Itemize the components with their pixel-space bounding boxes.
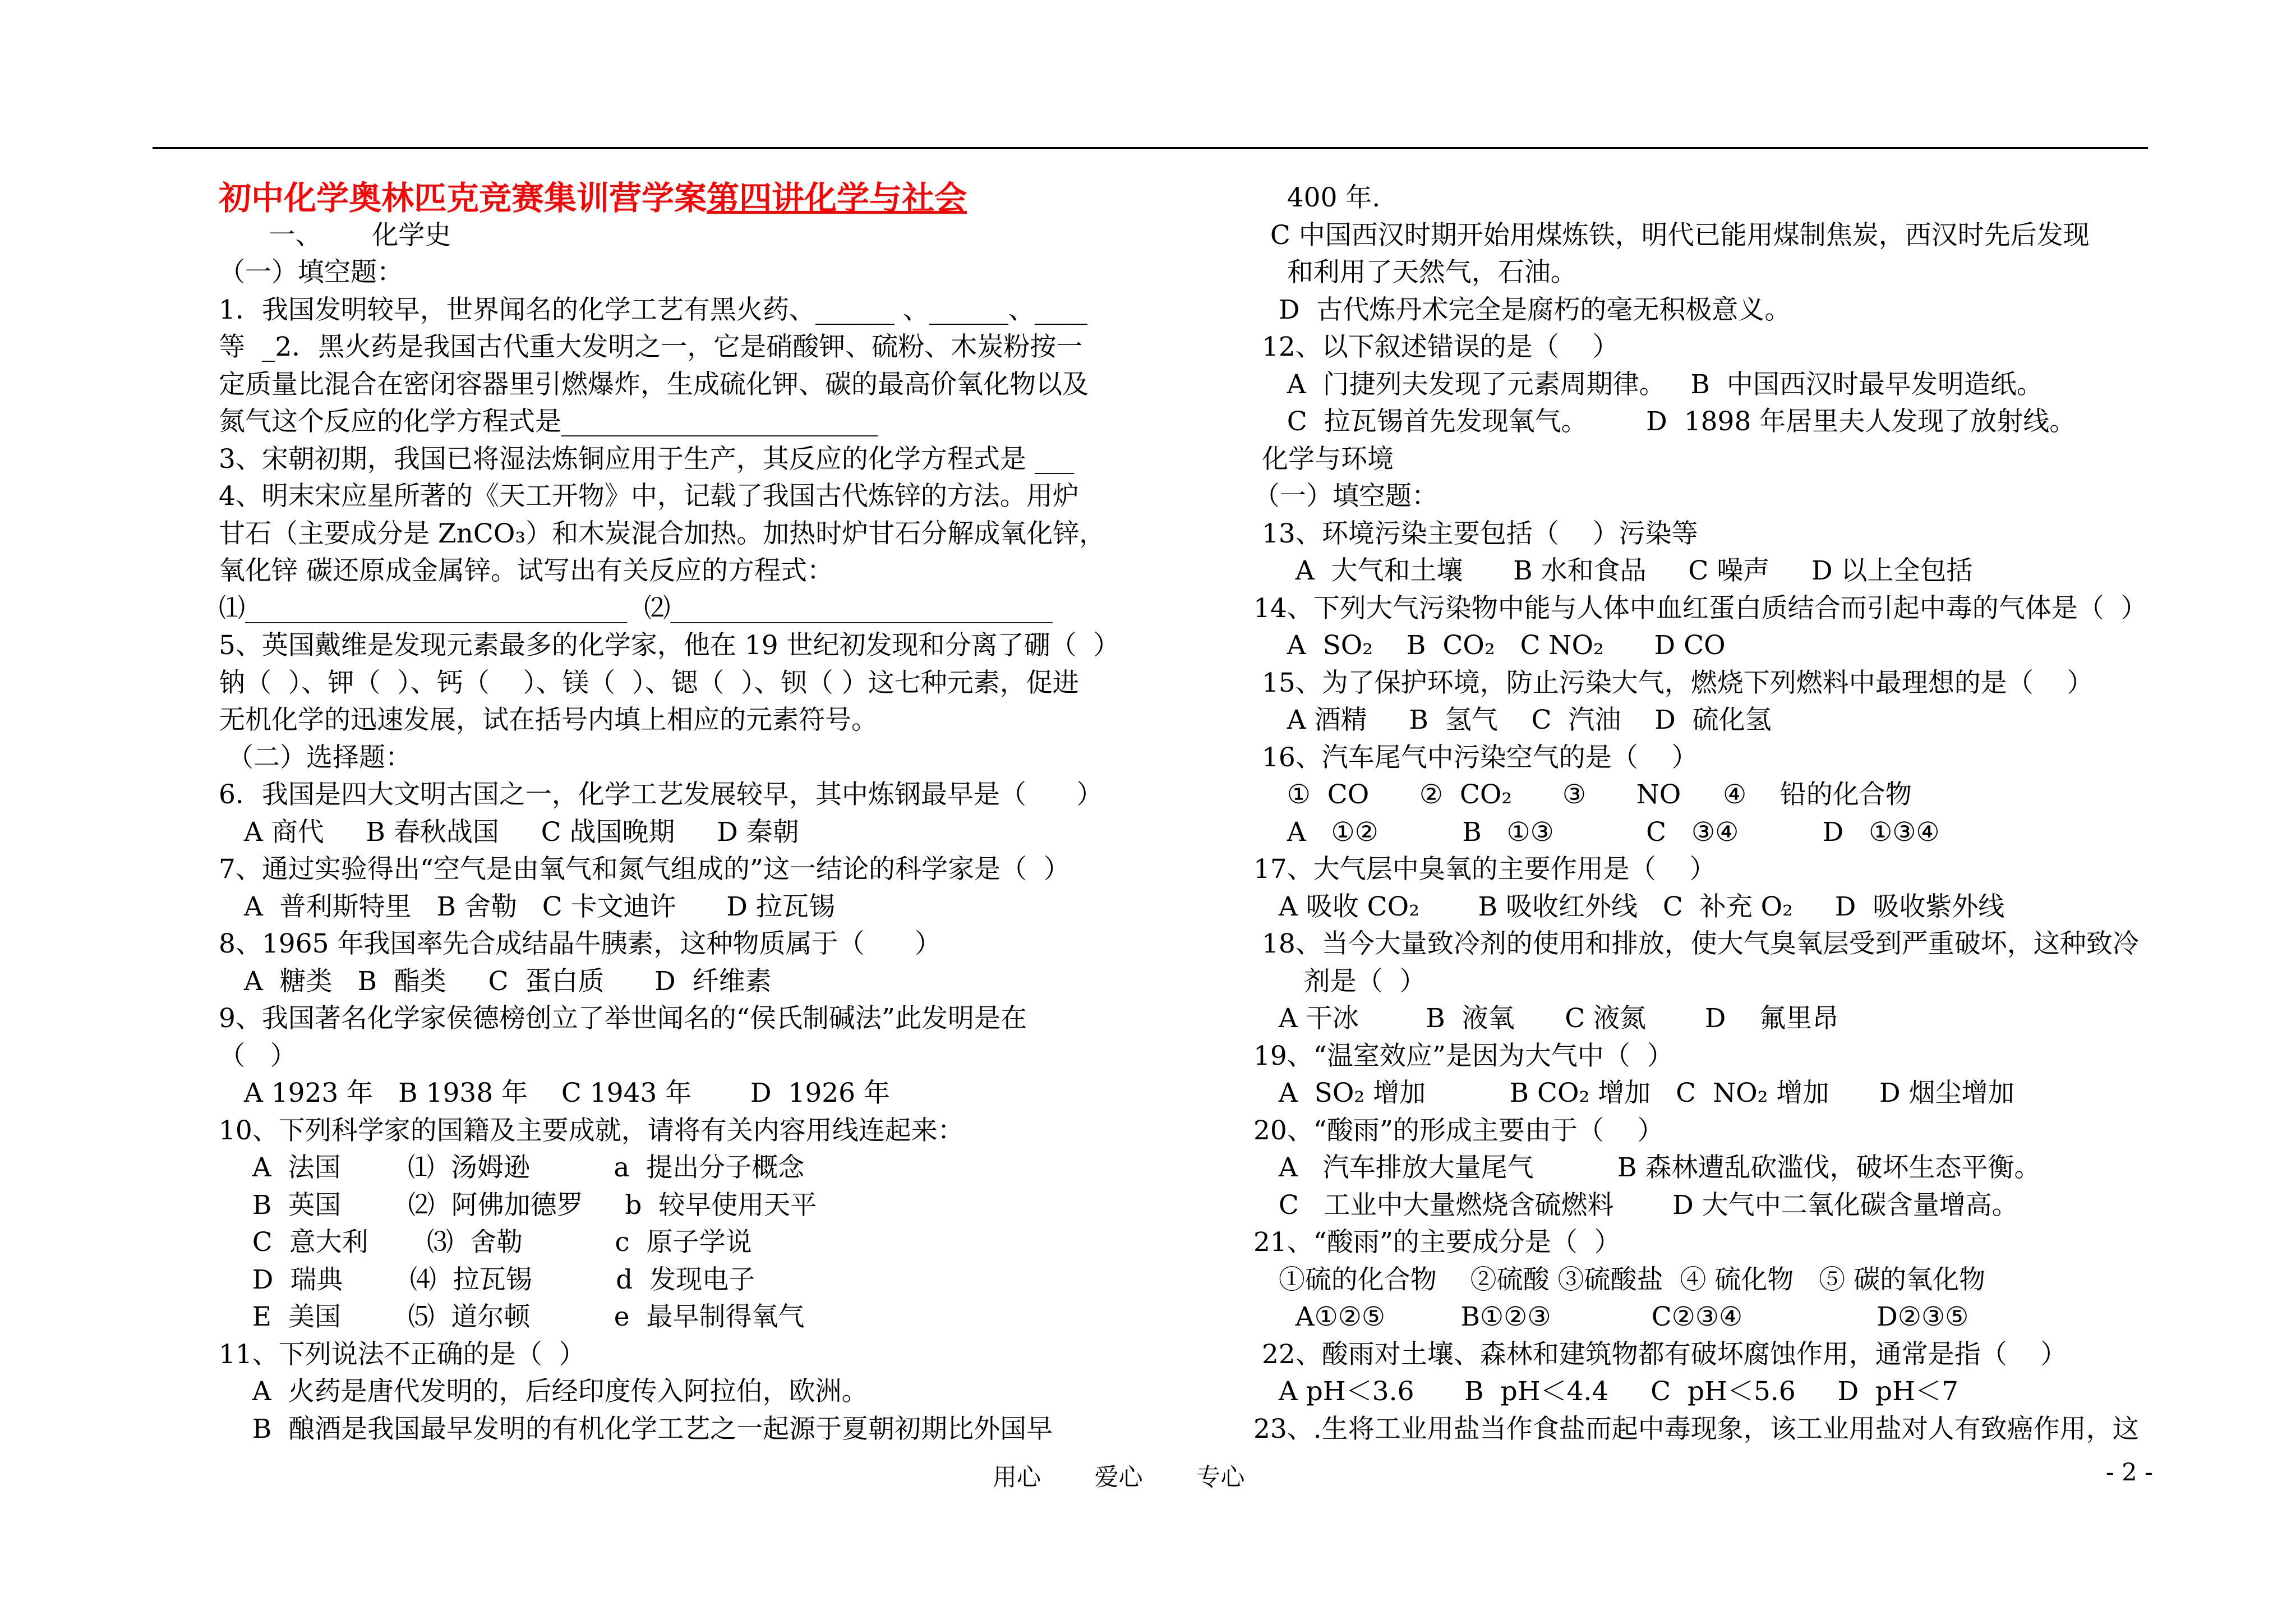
text-line: A 门捷列夫发现了元素周期律。 B 中国西汉时最早发明造纸。 [1253, 369, 2043, 400]
text-line: 4、明末宋应星所著的《天工开物》中，记载了我国古代炼锌的方法。用炉 [219, 481, 1079, 512]
text-line: A 吸收 CO₂ B 吸收红外线 C 补充 O₂ D 吸收紫外线 [1253, 891, 2005, 922]
text-line: A 商代 B 春秋战国 C 战国晚期 D 秦朝 [219, 816, 799, 848]
text-line: C 工业中大量燃烧含硫燃料 D 大气中二氧化碳含量增高。 [1253, 1189, 2018, 1221]
text-line: （二）选择题： [219, 742, 412, 773]
text-line: A 火药是唐代发明的，后经印度传入阿拉伯，欧洲。 [219, 1376, 868, 1407]
text-line: 等 _2．黑火药是我国古代重大发明之一，它是硝酸钾、硫粉、木炭粉按一 [219, 332, 1083, 362]
text-line: 9、我国著名化学家侯德榜创立了举世闻名的“侯氏制碱法”此发明是在 [219, 1003, 1027, 1034]
text-line: 13、环境污染主要包括（ ）污染等 [1253, 518, 1698, 549]
text-line: D 瑞典 ⑷ 拉瓦锡 d 发现电子 [219, 1264, 755, 1295]
text-line: 甘石（主要成分是 ZnCO₃）和木炭混合加热。加热时炉甘石分解成氧化锌， [219, 518, 1106, 549]
text-line: 6．我国是四大文明古国之一，化学工艺发展较早，其中炼钢最早是（ ） [219, 779, 1103, 810]
title-part2: 第四讲化学与社会 [707, 179, 967, 217]
text-line: （ ） [219, 1040, 297, 1071]
text-line: 化学与环境 [1253, 443, 1394, 475]
text-line: 21、“酸雨”的主要成分是（ ） [1253, 1227, 1621, 1258]
text-line: 20、“酸雨”的形成主要由于（ ） [1253, 1115, 1664, 1146]
text-line: C 拉瓦锡首先发现氧气。 D 1898 年居里夫人发现了放射线。 [1253, 406, 2076, 437]
text-line: A①②⑤ B①②③ C②③④ D②③⑤ [1253, 1301, 1969, 1332]
text-line: A 酒精 B 氢气 C 汽油 D 硫化氢 [1253, 705, 1772, 735]
text-line: 17、大气层中臭氧的主要作用是（ ） [1253, 854, 1716, 885]
text-line: A 1923 年 B 1938 年 C 1943 年 D 1926 年 [219, 1078, 891, 1108]
text-line: （一）填空题： [219, 257, 403, 288]
text-line: A 法国 ⑴ 汤姆逊 a 提出分子概念 [219, 1152, 805, 1183]
text-line: 15、为了保护环境，防止污染大气，燃烧下列燃料中最理想的是（ ） [1253, 667, 2094, 698]
right-column [1253, 180, 2156, 1448]
text-line: ① CO ② CO₂ ③ NO ④ 铅的化合物 [1253, 779, 1912, 810]
text-line: 11、下列说法不正确的是（ ） [219, 1338, 585, 1370]
text-line: 22、酸雨对土壤、森林和建筑物都有破坏腐蚀作用，通常是指（ ） [1253, 1338, 2067, 1370]
text-line: ①硫的化合物 ②硫酸 ③硫酸盐 ④ 硫化物 ⑤ 碳的氧化物 [1253, 1264, 1986, 1295]
text-line: A 干冰 B 液氧 C 液氮 D 氟里昂 [1253, 1003, 1839, 1034]
document-title [219, 180, 1127, 217]
text-line: 一、 化学史 [219, 219, 451, 251]
text-line: A 糖类 B 酯类 C 蛋白质 D 纤维素 [219, 965, 772, 997]
text-line: C 意大利 ⑶ 舍勒 c 原子学说 [219, 1227, 752, 1258]
title-part1: 初中化学奥林匹克竞赛集训营学案 [219, 179, 707, 217]
text-line: A 大气和土壤 B 水和食品 C 噪声 D 以上全包括 [1253, 555, 1973, 586]
text-line: 23、.生将工业用盐当作食盐而起中毒现象，该工业用盐对人有致癌作用，这 [1253, 1413, 2139, 1444]
text-line: B 酿酒是我国最早发明的有机化学工艺之一起源于夏朝初期比外国早 [219, 1413, 1053, 1444]
text-line: B 英国 ⑵ 阿佛加德罗 b 较早使用天平 [219, 1189, 817, 1221]
text-line: 氮气这个反应的化学方程式是________________________ [219, 406, 878, 437]
text-line: A SO₂ B CO₂ C NO₂ D CO [1253, 630, 1726, 661]
text-line: 3、宋朝初期，我国已将湿法炼铜应用于生产，其反应的化学方程式是 ___ [219, 443, 1075, 475]
text-line: 7、通过实验得出“空气是由氧气和氮气组成的”这一结论的科学家是（ ） [219, 854, 1070, 885]
text-line: 氧化锌 碳还原成金属锌。试写出有关反应的方程式： [219, 555, 833, 586]
text-line: （一）填空题： [1253, 481, 1438, 512]
page-number: - 2 - [2106, 1459, 2153, 1487]
text-line: 钠（ ）、钾（ ）、钙（ ）、镁（ ）、锶（ ）、钡（ ）这七种元素，促进 [219, 667, 1079, 698]
text-line: 5、英国戴维是发现元素最多的化学家，他在 19 世纪初发现和分离了硼（ ） [219, 630, 1120, 661]
left-column [219, 180, 1127, 1448]
text-line: 10、下列科学家的国籍及主要成就，请将有关内容用线连起来： [219, 1115, 964, 1146]
text-line: A ①② B ①③ C ③④ D ①③④ [1253, 816, 1940, 848]
text-line: 12、以下叙述错误的是（ ） [1253, 332, 1619, 362]
text-line: 1．我国发明较早，世界闻名的化学工艺有黑火药、______ 、______、____ [219, 294, 1087, 325]
text-line: 16、汽车尾气中污染空气的是（ ） [1253, 742, 1698, 773]
text-line: 8、1965 年我国率先合成结晶牛胰素，这种物质属于（ ） [219, 928, 942, 959]
footer-motto: 用心 爱心 专心 [993, 1464, 1245, 1492]
text-line: D 古代炼丹术完全是腐朽的毫无积极意义。 [1253, 294, 1791, 325]
text-line: 14、下列大气污染物中能与人体中血红蛋白质结合而引起中毒的气体是（ ） [1253, 592, 2147, 624]
text-line: A pH＜3.6 B pH＜4.4 C pH＜5.6 D pH＜7 [1253, 1376, 1958, 1407]
text-line: 剂是（ ） [1253, 965, 1426, 997]
text-line: ⑴_____________________________ ⑵_____________________________ [219, 592, 1053, 624]
header-rule [153, 147, 2148, 149]
text-line: A 普利斯特里 B 舍勒 C 卡文迪许 D 拉瓦锡 [219, 891, 835, 922]
text-line: 19、“温室效应”是因为大气中（ ） [1253, 1040, 1673, 1071]
text-line: A SO₂ 增加 B CO₂ 增加 C NO₂ 增加 D 烟尘增加 [1253, 1078, 2014, 1108]
text-line: E 美国 ⑸ 道尔顿 e 最早制得氧气 [219, 1301, 805, 1332]
text-line: C 中国西汉时期开始用煤炼铁，明代已能用煤制焦炭，西汉时先后发现 [1253, 219, 2090, 251]
text-line: A 汽车排放大量尾气 B 森林遭乱砍滥伐，破坏生态平衡。 [1253, 1152, 2041, 1183]
text-line: 400 年. [1253, 182, 1381, 213]
text-line: 和利用了天然气，石油。 [1253, 257, 1577, 288]
text-line: 无机化学的迅速发展，试在括号内填上相应的元素符号。 [219, 705, 878, 735]
text-line: 定质量比混合在密闭容器里引燃爆炸，生成硫化钾、碳的最高价氧化物以及 [219, 369, 1089, 400]
text-line: 18、当今大量致冷剂的使用和排放，使大气臭氧层受到严重破坏，这种致冷 [1253, 928, 2139, 959]
